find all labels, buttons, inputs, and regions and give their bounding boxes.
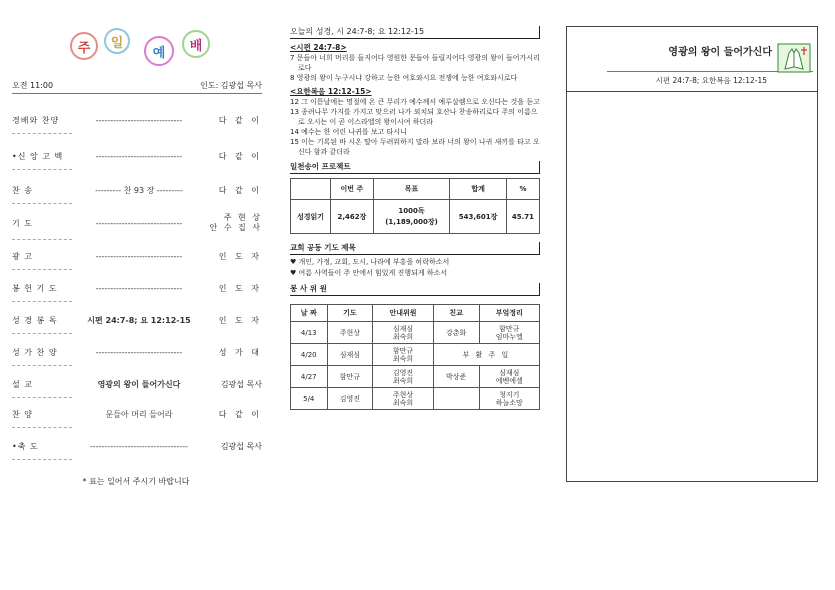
service-leader: 인도: 김광섭 목사 bbox=[200, 81, 262, 90]
title-char-3: 예 bbox=[144, 36, 174, 66]
service-header: 날 짜 bbox=[291, 305, 328, 322]
service-header: 안내위원 bbox=[373, 305, 433, 322]
praying-hands-icon bbox=[777, 43, 811, 73]
title-char-4: 배 bbox=[182, 30, 210, 58]
service-table bbox=[290, 304, 540, 410]
order-label: 성 경 봉 독 bbox=[12, 315, 58, 325]
order-middle: ------------------------------ bbox=[95, 283, 183, 293]
verse: 13 종려나무 가지를 가지고 맞으러 나가 외치되 호산나 찬송하리로다 주의 이름으로 오시는 이 곧 이스라엘의 왕이시여 하더라 bbox=[290, 108, 538, 126]
order-right: 김광섭 목사 bbox=[220, 379, 262, 389]
verse: 8 영광의 왕이 누구시냐 강하고 능한 여호와시요 전쟁에 능한 여호와시로다 bbox=[290, 74, 518, 82]
usher-name: 김영진 bbox=[392, 368, 414, 377]
project-header: 목표 bbox=[373, 179, 450, 200]
service-time: 오전 11:00 bbox=[12, 81, 54, 90]
project-table bbox=[290, 178, 540, 234]
order-middle: 영광의 왕이 들어가신다 bbox=[97, 379, 181, 389]
service-heading: 봉 사 위 원 bbox=[290, 283, 540, 296]
project-goal-sub: (1,189,000장) bbox=[385, 217, 438, 226]
project-cell: 45.71 bbox=[506, 200, 539, 234]
order-item bbox=[12, 148, 262, 164]
order-right: 다 같 이 bbox=[218, 151, 262, 161]
project-goal: 1000독 bbox=[398, 206, 425, 215]
service-kitchen bbox=[479, 366, 539, 388]
verse: 15 이는 기록된 바 시온 딸아 두려워하지 말라 보라 너의 왕이 나귀 새끼를 타고 오신다 함과 같더라 bbox=[290, 138, 540, 156]
worship-title bbox=[70, 28, 230, 68]
project-header: 합계 bbox=[450, 179, 507, 200]
divider bbox=[567, 91, 817, 92]
verse: 7 문들아 너희 머리를 들지어다 영원한 문들아 들릴지어다 영광의 왕이 들어가시리로다 bbox=[290, 54, 540, 72]
service-easter: 부 활 주 일 bbox=[433, 344, 539, 366]
prayer-text: 여름 사역들이 주 안에서 힘있게 진행되게 하소서 bbox=[298, 269, 448, 277]
order-middle: ------------------------------ bbox=[95, 251, 183, 261]
service-header: 부엌정리 bbox=[479, 305, 539, 322]
project-header: % bbox=[506, 179, 539, 200]
project-header bbox=[291, 179, 331, 200]
service-kitchen bbox=[479, 322, 539, 344]
order-right: 김광섭 목사 bbox=[220, 441, 262, 451]
service-fellowship: 박상준 bbox=[433, 366, 479, 388]
usher-name: 최숙희 bbox=[392, 376, 414, 385]
sermon-panel bbox=[566, 26, 818, 482]
order-item bbox=[12, 248, 262, 264]
john-heading: <요한복음 12:12-15> bbox=[290, 87, 372, 96]
usher-name: 최숙희 bbox=[392, 332, 414, 341]
order-label: •축 도 bbox=[12, 441, 39, 451]
service-date: 4/13 bbox=[291, 322, 328, 344]
order-item bbox=[12, 212, 262, 234]
service-fellowship: 강춘화 bbox=[433, 322, 479, 344]
service-header: 기도 bbox=[327, 305, 373, 322]
order-right: 다 같 이 bbox=[218, 185, 262, 195]
usher-name: 최숙희 bbox=[392, 398, 414, 407]
project-goal-cell bbox=[373, 200, 450, 234]
order-middle: ------------------------------ bbox=[95, 347, 183, 357]
heart-icon: ♥ bbox=[290, 258, 297, 266]
kitchen-name: 임마누엘 bbox=[495, 332, 523, 341]
order-middle: ------------------------------ bbox=[95, 218, 183, 228]
reading-heading: 오늘의 성경, 시 24:7-8; 요 12:12-15 bbox=[290, 26, 540, 39]
prayer-item bbox=[290, 268, 540, 279]
order-right: 인 도 자 bbox=[218, 315, 262, 325]
service-time-row bbox=[12, 80, 262, 94]
order-label: 기 도 bbox=[12, 218, 33, 228]
order-label: 광 고 bbox=[12, 251, 33, 261]
project-header: 이번 주 bbox=[331, 179, 374, 200]
service-date: 4/27 bbox=[291, 366, 328, 388]
psalm-heading: <시편 24:7-8> bbox=[290, 43, 347, 52]
project-cell: 543,601장 bbox=[450, 200, 507, 234]
order-middle: 문들아 머리 들어라 bbox=[105, 409, 173, 419]
kitchen-name: 심재심 bbox=[499, 368, 520, 377]
order-item bbox=[12, 344, 262, 360]
service-header: 친교 bbox=[433, 305, 479, 322]
order-label: 설 교 bbox=[12, 379, 33, 389]
service-prayer: 주현상 bbox=[327, 322, 373, 344]
service-kitchen bbox=[479, 388, 539, 410]
service-usher bbox=[373, 388, 433, 410]
project-cell: 2,462장 bbox=[331, 200, 374, 234]
order-label: 찬 송 bbox=[12, 185, 33, 195]
title-char-1: 주 bbox=[70, 32, 98, 60]
order-label: 성 가 찬 양 bbox=[12, 347, 58, 357]
order-right: 인 도 자 bbox=[218, 283, 262, 293]
project-heading: 일천송이 프로젝트 bbox=[290, 161, 540, 174]
order-label: 경배와 찬양 bbox=[12, 115, 60, 125]
order-item bbox=[12, 438, 262, 454]
order-middle: --------- 찬 93 장 --------- bbox=[95, 185, 183, 195]
service-prayer: 김영진 bbox=[327, 388, 373, 410]
verse: 12 그 이튿날에는 명절에 온 큰 무리가 예수께서 예루살렘으로 오신다는 것을 듣고 bbox=[290, 98, 540, 106]
service-usher bbox=[373, 322, 433, 344]
kitchen-name: 함만규 bbox=[499, 324, 520, 333]
service-date: 4/20 bbox=[291, 344, 328, 366]
sermon-scripture: 시편 24:7-8; 요한복음 12:12-15 bbox=[655, 76, 767, 85]
order-item bbox=[12, 376, 262, 392]
order-right: 성 가 대 bbox=[218, 347, 262, 357]
kitchen-name: 청지기 bbox=[499, 390, 520, 399]
usher-name: 함만규 bbox=[392, 346, 414, 355]
order-right: 인 도 자 bbox=[218, 251, 262, 261]
usher-name: 최숙희 bbox=[392, 354, 414, 363]
prayer-heading: 교회 공동 기도 제목 bbox=[290, 242, 540, 255]
service-prayer: 함만규 bbox=[327, 366, 373, 388]
order-middle: ------------------------------ bbox=[95, 151, 183, 161]
kitchen-name: 에벤에셀 bbox=[495, 376, 523, 385]
order-item bbox=[12, 112, 262, 128]
service-date: 5/4 bbox=[291, 388, 328, 410]
order-label: •신 앙 고 백 bbox=[12, 151, 64, 161]
service-usher bbox=[373, 366, 433, 388]
order-middle: 시편 24:7-8; 요 12:12-15 bbox=[87, 315, 191, 325]
order-right bbox=[206, 213, 262, 233]
order-label: 찬 양 bbox=[12, 409, 33, 419]
order-middle: ---------------------------------- bbox=[89, 441, 189, 451]
project-cell: 성경읽기 bbox=[291, 200, 331, 234]
prayer-item bbox=[290, 257, 540, 268]
verse: 14 예수는 한 어린 나귀를 보고 타시니 bbox=[290, 128, 407, 136]
order-item bbox=[12, 182, 262, 198]
order-item bbox=[12, 406, 262, 422]
service-fellowship bbox=[433, 388, 479, 410]
order-item bbox=[12, 280, 262, 296]
info-column bbox=[290, 26, 540, 490]
order-right: 다 같 이 bbox=[218, 115, 262, 125]
sermon-title: 영광의 왕이 들어가신다 bbox=[668, 47, 772, 58]
order-right-line2: 안 수 집 사 bbox=[209, 223, 262, 232]
order-right-line1: 주 현 상 bbox=[223, 213, 262, 222]
title-char-2: 일 bbox=[104, 28, 130, 54]
standing-note: * 표는 일어서 주시기 바랍니다 bbox=[82, 477, 190, 486]
prayer-list bbox=[290, 257, 540, 279]
order-of-worship bbox=[10, 20, 262, 490]
usher-name: 심재심 bbox=[392, 324, 414, 333]
service-usher bbox=[373, 344, 433, 366]
service-prayer: 심재심 bbox=[327, 344, 373, 366]
usher-name: 주현상 bbox=[392, 390, 414, 399]
heart-icon: ♥ bbox=[290, 269, 297, 277]
prayer-text: 개인, 가정, 교회, 도시, 나라에 부흥을 허락하소서 bbox=[298, 258, 450, 266]
order-item bbox=[12, 312, 262, 328]
order-right: 다 같 이 bbox=[218, 409, 262, 419]
kitchen-name: 하늘소망 bbox=[495, 398, 523, 407]
order-middle: ------------------------------ bbox=[95, 115, 183, 125]
order-label: 봉 헌 기 도 bbox=[12, 283, 58, 293]
